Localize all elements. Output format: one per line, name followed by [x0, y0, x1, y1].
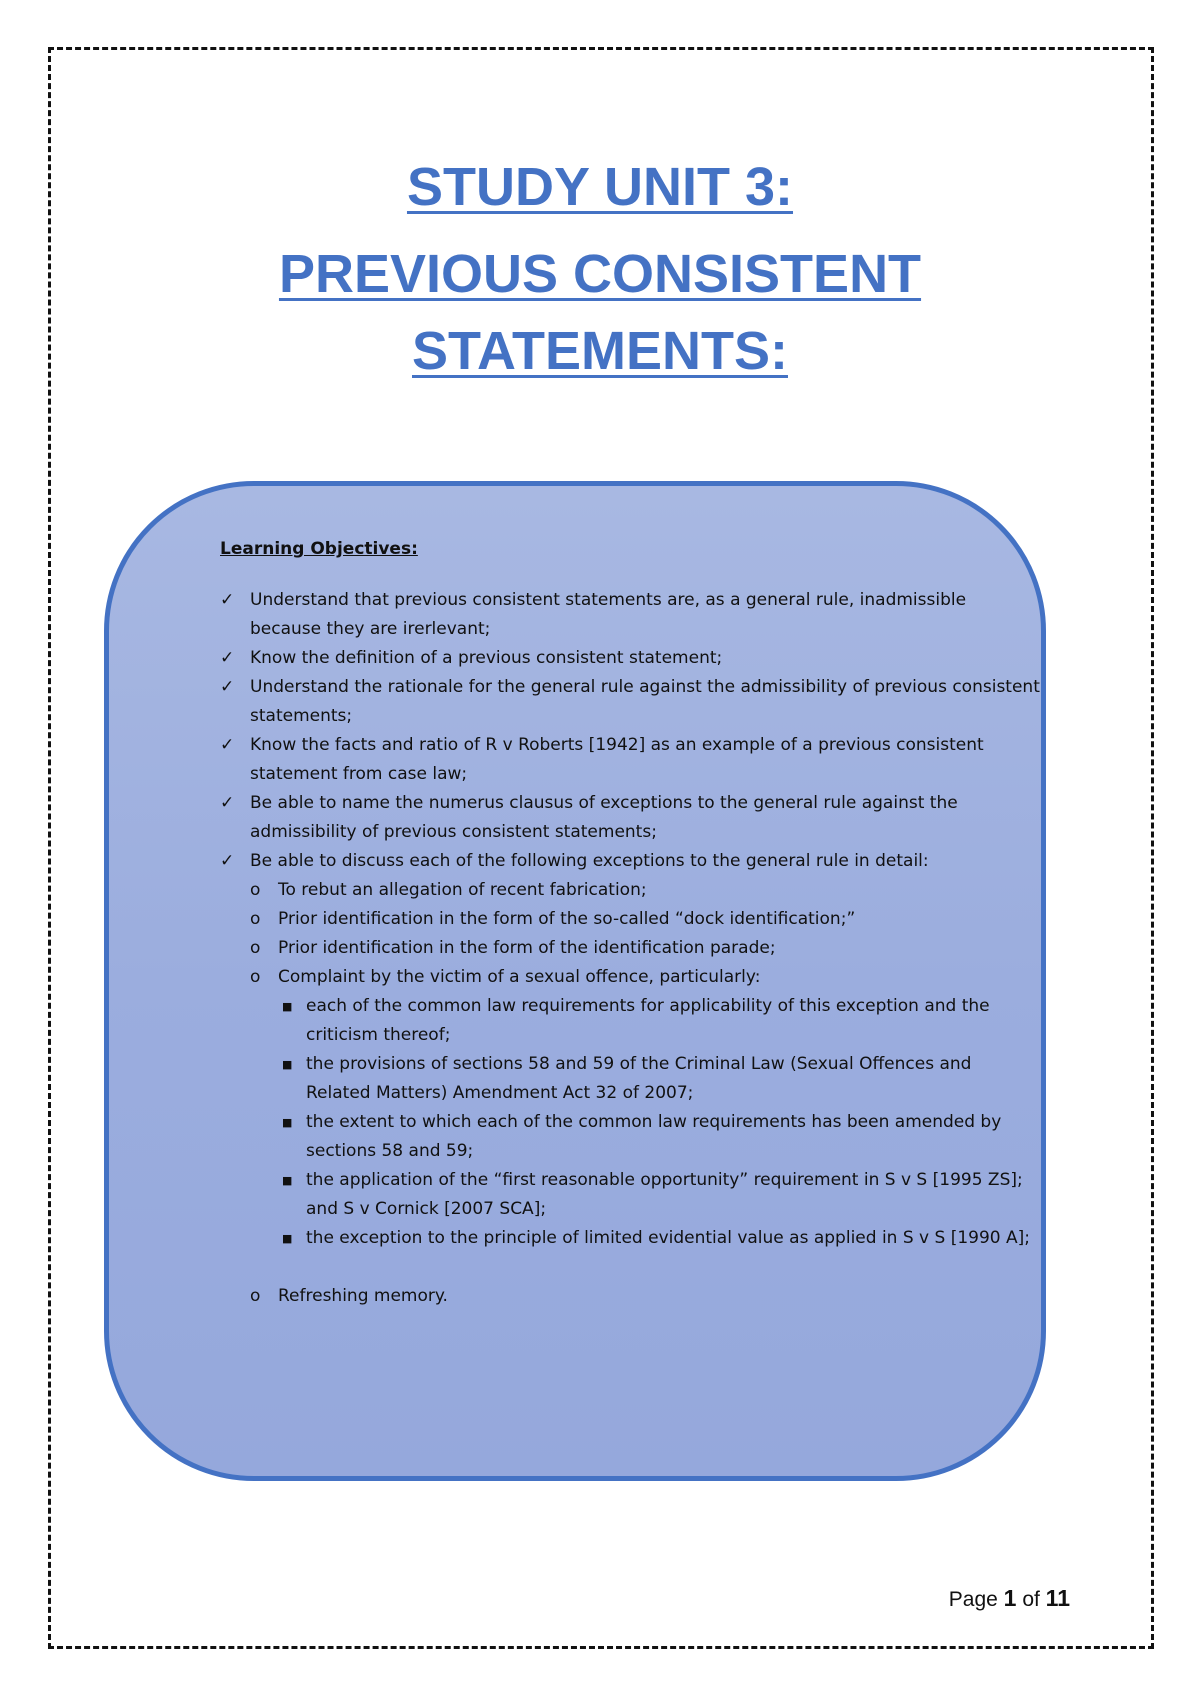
- list-item: ✓ Know the facts and ratio of R v Roberts [1942] as an example of a previous consistent statement from case law;: [220, 731, 1040, 789]
- square-bullet-icon: ■: [282, 1232, 293, 1245]
- sub-sub-list-item: ■ the application of the “first reasonable opportunity” requirement in S v S [1995 ZS]; and S v Cornick [2007 SCA];: [220, 1166, 1040, 1224]
- square-bullet-icon: ■: [282, 1058, 293, 1071]
- square-bullet-icon: ■: [282, 1000, 293, 1013]
- list-item: ✓ Know the definition of a previous consistent statement;: [220, 644, 1040, 673]
- sub-list-item: o Prior identification in the form of the identification parade;: [220, 934, 1040, 963]
- page-title-line-3: STATEMENTS:: [412, 321, 788, 381]
- sub-sub-list-item: ■ each of the common law requirements for applicability of this exception and the criticism thereof;: [220, 992, 1040, 1050]
- check-icon: ✓: [220, 793, 235, 813]
- learning-objectives-content: [220, 535, 1040, 1311]
- check-icon: ✓: [220, 851, 235, 871]
- learning-objectives-heading: Learning Objectives:: [220, 539, 418, 559]
- list-item: ✓ Understand that previous consistent statements are, as a general rule, inadmissible because they are irerlevant;: [220, 586, 1040, 644]
- list-item: ✓ Be able to name the numerus clausus of exceptions to the general rule against the admissibility of previous consistent statements;: [220, 789, 1040, 847]
- sub-list-item: o Prior identification in the form of the so-called “dock identification;”: [220, 905, 1040, 934]
- list-spacer: [220, 1253, 1040, 1282]
- sub-list-item: o Refreshing memory.: [220, 1282, 1040, 1311]
- check-icon: ✓: [220, 590, 235, 610]
- check-icon: ✓: [220, 735, 235, 755]
- list-item: ✓ Understand the rationale for the general rule against the admissibility of previous consistent statements;: [220, 673, 1040, 731]
- check-icon: ✓: [220, 677, 235, 697]
- sub-sub-list-item: ■ the provisions of sections 58 and 59 of the Criminal Law (Sexual Offences and Related Matters) Amendment Act 32 of 2007;: [220, 1050, 1040, 1108]
- check-icon: ✓: [220, 648, 235, 668]
- sub-list-item: o To rebut an allegation of recent fabrication;: [220, 876, 1040, 905]
- sub-sub-list-item: ■ the extent to which each of the common law requirements has been amended by sections 58 and 59;: [220, 1108, 1040, 1166]
- objectives-list: [220, 586, 1040, 1311]
- circle-bullet-icon: o: [250, 880, 261, 900]
- circle-bullet-icon: o: [250, 938, 261, 958]
- circle-bullet-icon: o: [250, 1286, 261, 1306]
- circle-bullet-icon: o: [250, 909, 261, 929]
- sub-list-item: o Complaint by the victim of a sexual offence, particularly:: [220, 963, 1040, 992]
- page-number: Page 1 of 11: [948, 1585, 1070, 1611]
- circle-bullet-icon: o: [250, 967, 261, 987]
- page-title-line-2: PREVIOUS CONSISTENT: [278, 244, 922, 304]
- square-bullet-icon: ■: [282, 1174, 293, 1187]
- list-item: ✓ Be able to discuss each of the following exceptions to the general rule in detail:: [220, 847, 1040, 876]
- square-bullet-icon: ■: [282, 1116, 293, 1129]
- page-title-line-1: STUDY UNIT 3:: [406, 157, 794, 217]
- sub-sub-list-item: ■ the exception to the principle of limited evidential value as applied in S v S [1990 A];: [220, 1224, 1040, 1253]
